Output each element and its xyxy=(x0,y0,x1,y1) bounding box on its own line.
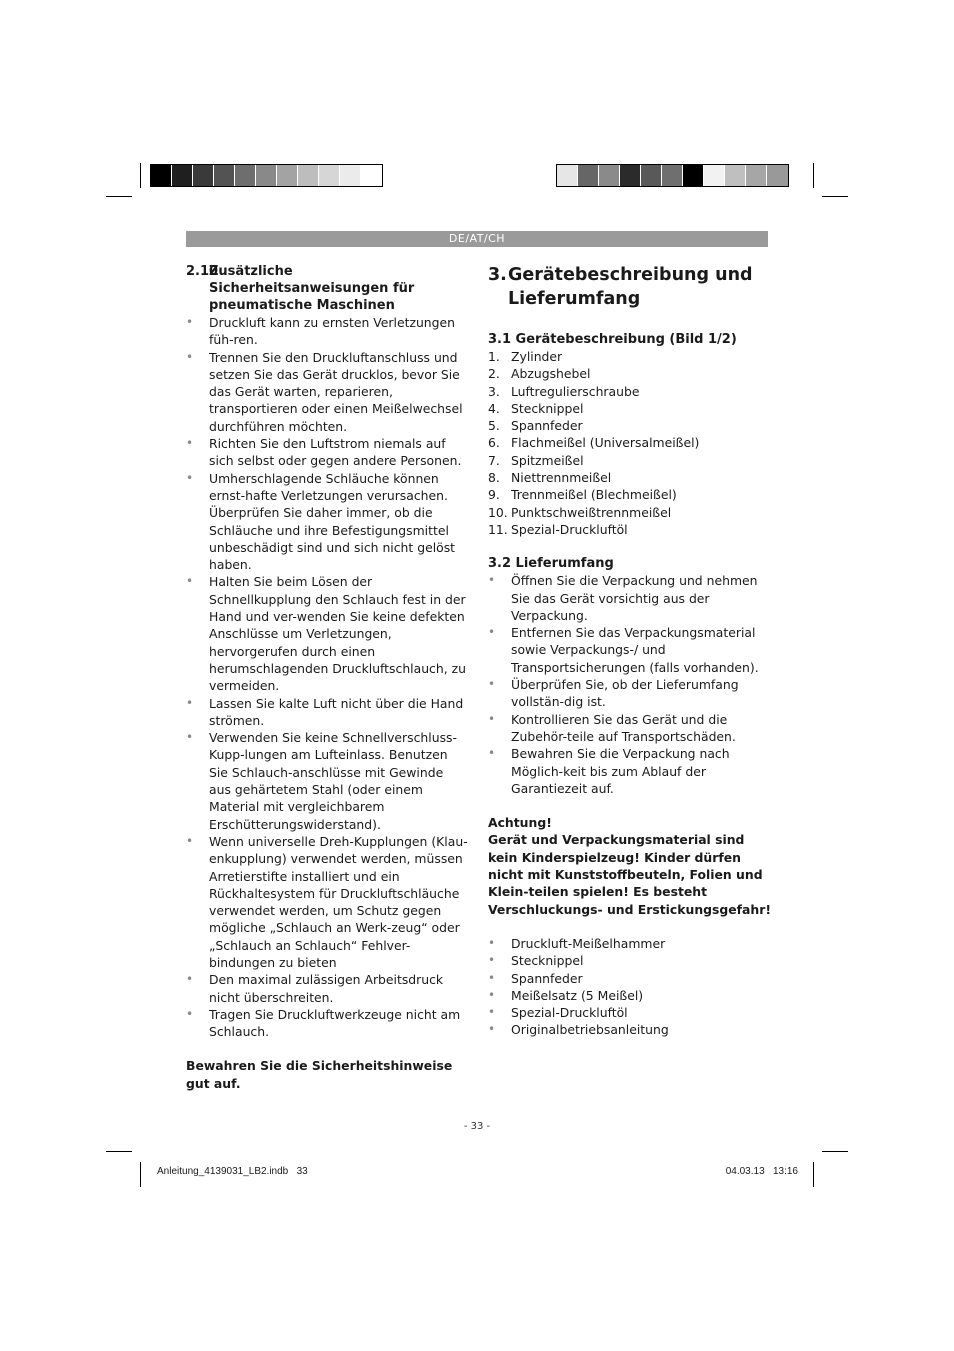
color-swatch xyxy=(578,165,599,186)
part-item xyxy=(488,383,772,400)
part-number: 8. xyxy=(488,470,500,486)
color-swatch xyxy=(235,165,256,186)
color-swatch xyxy=(298,165,319,186)
part-number: 11. xyxy=(488,521,508,537)
part-label: Niettrennmeißel xyxy=(511,470,612,486)
part-item xyxy=(488,521,772,538)
safety-bullet: • Richten Sie den Luftstrom niemals auf sich selbst oder gegen andere Personen. xyxy=(186,435,468,470)
part-item xyxy=(488,434,772,451)
safety-bullet: • Tragen Sie Druckluftwerkzeuge nicht am Schlauch. xyxy=(186,1006,468,1041)
part-number: 7. xyxy=(488,452,500,468)
color-swatch xyxy=(557,165,578,186)
warning-title: Achtung! xyxy=(488,815,552,831)
color-calibration-bar-right xyxy=(556,164,789,187)
part-item xyxy=(488,504,772,521)
safety-bullet: • Den maximal zulässigen Arbeitsdruck nicht überschreiten. xyxy=(186,971,468,1006)
part-number: 6. xyxy=(488,435,500,451)
part-number: 4. xyxy=(488,400,500,416)
part-label: Spitzmeißel xyxy=(511,452,584,468)
color-swatch xyxy=(193,165,214,186)
contents-item: • Originalbetriebsanleitung xyxy=(488,1021,772,1038)
closing-note: Bewahren Sie die Sicherheitshinweise gut auf. xyxy=(186,1058,453,1091)
color-calibration-bar-left xyxy=(150,164,383,187)
part-number: 3. xyxy=(488,383,500,399)
scope-bullet: • Bewahren Sie die Verpackung nach Möglich-keit bis zum Ablauf der Garantiezeit auf. xyxy=(488,745,772,797)
contents-item: • Druckluft-Meißelhammer xyxy=(488,935,772,952)
part-number: 9. xyxy=(488,487,500,503)
safety-bullet: • Trennen Sie den Druckluftanschluss und setzen Sie das Gerät drucklos, bevor Sie das Gerät warten, reparieren, transportieren oder einen Meißelwechsel durchführen möchten. xyxy=(186,349,468,435)
color-swatch xyxy=(725,165,746,186)
color-swatch xyxy=(641,165,662,186)
color-swatch xyxy=(256,165,277,186)
page-number: - 33 - xyxy=(463,1121,491,1132)
crop-mark xyxy=(140,163,141,188)
contents-item: • Stecknippel xyxy=(488,952,772,969)
part-number: 1. xyxy=(488,349,500,364)
contents-list xyxy=(488,935,772,1039)
part-label: Zylinder xyxy=(511,349,563,364)
part-item xyxy=(488,469,772,486)
safety-bullet: • Wenn universelle Dreh-Kupplungen (Klau-enkupplung) verwendet werden, müssen Arretierstifte installiert und ein Rückhaltesystem für Druckluftschläuche verwendet werden, um Schutz gegen mögliche „Schlauch an Werk-zeug“ oder „Schlauch an Schlauch“ Fehlver-bindungen zu bieten xyxy=(186,833,468,971)
part-item xyxy=(488,400,772,417)
color-swatch xyxy=(746,165,767,186)
crop-mark xyxy=(822,1151,848,1152)
part-number: 2. xyxy=(488,366,500,382)
color-swatch xyxy=(620,165,641,186)
section-number: 2.10 xyxy=(186,264,219,279)
part-item xyxy=(488,365,772,382)
color-swatch xyxy=(277,165,298,186)
scope-bullet: • Entfernen Sie das Verpackungsmaterial sowie Verpackungs-/ und Transportsicherungen (falls vorhanden). xyxy=(488,624,772,676)
color-swatch xyxy=(683,165,704,186)
color-swatch xyxy=(361,165,382,186)
scope-heading: 3.2 Lieferumfang xyxy=(488,556,614,572)
part-label: Luftregulierschraube xyxy=(511,383,640,399)
chapter-heading xyxy=(488,263,772,311)
scope-bullet: • Kontrollieren Sie das Gerät und die Zubehör-teile auf Transportschäden. xyxy=(488,711,772,746)
part-label: Flachmeißel (Universalmeißel) xyxy=(511,435,700,451)
safety-bullet: • Halten Sie beim Lösen der Schnellkupplung den Schlauch fest in der Hand und ver-wenden Sie keine defekten Anschlüsse um Verletzungen, hervorgerufen durch einen herumschlagenden Druckluftschlauch, zu vermeiden. xyxy=(186,573,468,694)
contents-item: • Spezial-Druckluftöl xyxy=(488,1004,772,1021)
scope-bullet-list xyxy=(488,572,772,797)
safety-bullet: • Lassen Sie kalte Luft nicht über die Hand strömen. xyxy=(186,695,468,730)
part-number: 5. xyxy=(488,418,500,434)
contents-item: • Spannfeder xyxy=(488,970,772,987)
crop-mark xyxy=(140,1162,141,1187)
description-heading: 3.1 Gerätebeschreibung (Bild 1/2) xyxy=(488,332,737,347)
crop-mark xyxy=(813,1162,814,1187)
color-swatch xyxy=(172,165,193,186)
scope-bullet: • Öffnen Sie die Verpackung und nehmen Sie das Gerät vorsichtig aus der Verpackung. xyxy=(488,572,772,624)
chapter-number: 3. xyxy=(488,265,507,285)
safety-bullet: • Druckluft kann zu ernsten Verletzungen füh-ren. xyxy=(186,314,468,349)
footer-filename: Anleitung_4139031_LB2.indb 33 xyxy=(157,1166,308,1177)
color-swatch xyxy=(214,165,235,186)
color-swatch xyxy=(151,165,172,186)
crop-mark xyxy=(813,163,814,188)
crop-mark xyxy=(106,196,132,197)
part-label: Trennmeißel (Blechmeißel) xyxy=(511,487,677,503)
footer-date: 04.03.13 13:16 xyxy=(725,1166,798,1177)
color-swatch xyxy=(599,165,620,186)
part-label: Punktschweißtrennmeißel xyxy=(511,504,672,520)
part-item xyxy=(488,417,772,434)
section-heading xyxy=(186,263,468,314)
warning-text: Gerät und Verpackungsmaterial sind kein Kinderspielzeug! Kinder dürfen nicht mit Kunststoffbeuteln, Folien und Klein-teilen spielen! Es besteht Verschluckungs- und Erstickungsgefahr! xyxy=(488,832,771,917)
part-label: Spezial-Druckluftöl xyxy=(511,521,628,537)
part-label: Stecknippel xyxy=(511,400,584,416)
color-swatch xyxy=(340,165,361,186)
contents-item: • Meißelsatz (5 Meißel) xyxy=(488,987,772,1004)
crop-mark xyxy=(106,1151,132,1152)
color-swatch xyxy=(704,165,725,186)
part-item xyxy=(488,486,772,503)
chapter-title: Gerätebeschreibung und Lieferumfang xyxy=(508,265,753,309)
safety-bullet: • Verwenden Sie keine Schnellverschluss-Kupp-lungen am Lufteinlass. Benutzen Sie Schlauch-anschlüsse mit Gewinde aus gehärtetem Stahl (oder einem Material mit vergleichbarem Erschütterungswiderstand). xyxy=(186,729,468,833)
part-item xyxy=(488,452,772,469)
section-title: Zusätzliche Sicherheitsanweisungen für pneumatische Maschinen xyxy=(209,264,415,313)
color-swatch xyxy=(319,165,340,186)
left-column xyxy=(186,263,468,1092)
safety-bullet-list xyxy=(186,314,468,1040)
crop-mark xyxy=(822,196,848,197)
part-item xyxy=(488,348,772,365)
safety-bullet: • Umherschlagende Schläuche können ernst-hafte Verletzungen verursachen. Überprüfen Sie daher immer, ob die Schläuche und ihre Befestigungsmittel unbeschädigt sind und sich nicht gelöst haben. xyxy=(186,470,468,574)
scope-bullet: • Überprüfen Sie, ob der Lieferumfang vollstän-dig ist. xyxy=(488,676,772,711)
part-number: 10. xyxy=(488,504,508,520)
region-header: DE/AT/CH xyxy=(186,231,768,247)
color-swatch xyxy=(662,165,683,186)
right-column xyxy=(488,263,772,1039)
part-label: Spannfeder xyxy=(511,418,583,434)
color-swatch xyxy=(767,165,788,186)
part-label: Abzugshebel xyxy=(511,366,591,382)
parts-list xyxy=(488,348,772,538)
